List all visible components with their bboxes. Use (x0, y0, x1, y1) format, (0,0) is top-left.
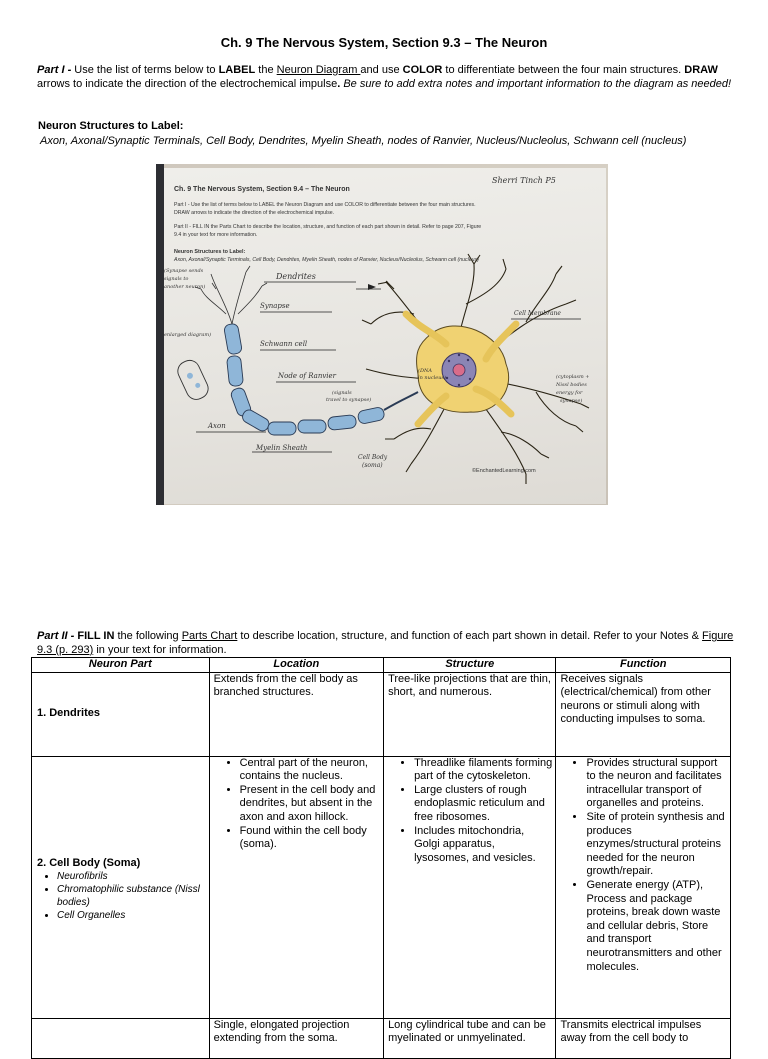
list-item: • Provides structural support to the neuron and facilitates intracellular transport of organelles and proteins. (586, 757, 727, 811)
photo-label-node: Node of Ranvier (278, 372, 337, 380)
location-cell[interactable]: Single, elongated projection extending from the soma. (209, 1018, 383, 1058)
table-row (32, 1018, 731, 1058)
header-function: Function (556, 658, 731, 673)
photo-note: (DNA (418, 368, 432, 374)
structures-list: Axon, Axonal/Synaptic Terminals, Cell Body, Dendrites, Myelin Sheath, nodes of Ranvier, Nucleus/Nucleolus, Schwann cell (nucleus) (40, 135, 687, 147)
photo-line: DRAW arrows to indicate the direction of the electrochemical impulse. (174, 210, 335, 216)
photo-note: another neuron) (164, 284, 206, 290)
photo-label-dendrites: Dendrites (276, 272, 316, 281)
part-name (32, 1018, 210, 1058)
photo-credit: ©EnchantedLearning.com (472, 468, 536, 474)
sub-list (37, 870, 206, 922)
parts-chart-link: Parts Chart (181, 630, 238, 642)
part2-text: the following (114, 630, 182, 642)
page-title: Ch. 9 The Nervous System, Section 9.3 – The Neuron (220, 35, 548, 50)
part2-text: to describe location, structure, and function of each part shown in detail. Refer to your Notes & (237, 630, 703, 642)
photo-line: 9.4 in your text for more information. (174, 232, 258, 238)
list-item: • Includes mitochondria, Golgi apparatus, lysosomes, and vesicles. (414, 825, 552, 866)
photo-line: Part I - Use the list of terms below to LABEL the Neuron Diagram and use COLOR to differentiate between the four main structures. (174, 202, 476, 208)
list-item: • Chromatophilic substance (Nissl bodies) (57, 883, 206, 909)
photo-line: Axon, Axonal/Synaptic Terminals, Cell Body, Dendrites, Myelin Sheath, nodes of Ranvier, Nucleus/Nucleolus, Schwann cell (nucleus) (174, 257, 479, 263)
function-cell[interactable]: Transmits electrical impulses away from the cell body to (556, 1018, 731, 1058)
structure-cell[interactable]: Long cylindrical tube and can be myelinated or unmyelinated. (384, 1018, 556, 1058)
photo-label-synapse: Synapse (260, 302, 290, 310)
photo-label-soma: (soma) (362, 462, 383, 469)
nucleolus-shape (453, 364, 465, 376)
part1-text: Use the list of terms below to (71, 64, 219, 76)
structure-cell[interactable]: Tree-like projections that are thin, short, and numerous. (384, 672, 556, 756)
list-item: • Generate energy (ATP), Process and package proteins, break down waste and cellular debris, Store and transport neurotransmitters and other molecules. (586, 879, 727, 974)
axon-terminals (195, 266, 267, 324)
part1-text: arrows to indicate the direction of the electrochemical impulse (37, 77, 338, 90)
photo-note: (Synapse sends (164, 268, 204, 274)
list-item: • Large clusters of rough endoplasmic reticulum and free ribosomes. (414, 784, 552, 825)
part1-label: Part I - (37, 64, 72, 76)
list-item: • Central part of the neuron, contains the nucleus. (240, 757, 380, 784)
header-location: Location (209, 658, 383, 673)
part2-label: Part II - (37, 630, 75, 642)
parts-chart-table (31, 657, 731, 1059)
part2-instructions (37, 630, 737, 657)
list-item: • Site of protein synthesis and produces enzymes/structural proteins needed for the neuron growth/repair. (586, 811, 727, 879)
list-item: • Cell Organelles (57, 909, 206, 922)
function-cell[interactable]: Receives signals (electrical/chemical) from other neurons or stimuli along with conducting impulses to soma. (556, 672, 731, 756)
function-cell[interactable] (556, 756, 731, 1018)
photo-note: (signals (332, 390, 352, 396)
photo-line: Part II - FILL IN the Parts Chart to describe the location, structure, and function of each part shown in detail. Refer to page 207, Figure (174, 224, 482, 230)
list-item: • Neurofibrils (57, 870, 206, 883)
bullet-list (388, 757, 552, 866)
photo-note: energy for (556, 390, 583, 396)
header-neuron-part: Neuron Part (32, 658, 210, 673)
color-word: COLOR (402, 64, 443, 76)
photo-note: (enlarged diagram) (162, 332, 212, 338)
part1-text: and use (360, 64, 403, 76)
label-word: LABEL (218, 64, 256, 76)
structure-cell[interactable] (384, 756, 556, 1018)
photo-label-schwann: Schwann cell (260, 340, 308, 348)
part1-text: . (337, 77, 344, 90)
list-item: • Found within the cell body (soma). (240, 825, 380, 852)
photo-note: signals to (164, 276, 189, 282)
part1-note: Be sure to add extra notes and important information to the diagram as needed! (343, 77, 732, 90)
list-item: • Threadlike filaments forming part of the cytoskeleton. (414, 757, 552, 784)
part1-text: to differentiate between the four main structures. (442, 64, 685, 76)
part2-text: in your text for information. (93, 643, 227, 656)
part-name: 2. Cell Body (Soma) (37, 856, 141, 869)
photo-note: (cytoplasm + (556, 374, 590, 380)
photo-label-myelin: Myelin Sheath (256, 444, 308, 452)
photo-note: synapse) (560, 398, 583, 404)
header-structure: Structure (384, 658, 556, 673)
worksheet-photo (156, 164, 608, 505)
part1-instructions (37, 64, 737, 91)
neuron-diagram-link: Neuron Diagram (276, 64, 361, 76)
photo-label-cell-membrane: Cell Membrane (514, 310, 561, 317)
table-row (32, 756, 731, 1018)
list-item: • Present in the cell body and dendrites, but absent in the axon and axon hillock. (240, 784, 380, 825)
structures-heading: Neuron Structures to Label: (38, 120, 184, 132)
enlarged-synapse (175, 357, 212, 403)
photo-line: Neuron Structures to Label: (174, 249, 246, 255)
draw-word: DRAW (684, 64, 718, 76)
photo-student-name: Sherri Tinch P5 (492, 176, 556, 185)
figure-link: Figure 9.3 (p. 293) (37, 630, 734, 656)
part1-text: the (255, 64, 277, 76)
table-header-row (32, 658, 731, 673)
fill-in-word: FILL IN (74, 630, 115, 642)
part-name-cell (32, 756, 210, 1018)
location-cell[interactable]: Extends from the cell body as branched structures. (209, 672, 383, 756)
bullet-list (214, 757, 380, 852)
table-row (32, 672, 731, 756)
photo-label-cell-body: Cell Body (358, 454, 388, 461)
part-name: 1. Dendrites (32, 672, 210, 756)
photo-label-axon: Axon (208, 422, 226, 430)
photo-note: in nucleus) (418, 375, 446, 381)
photo-title: Ch. 9 The Nervous System, Section 9.4 – The Neuron (174, 186, 350, 193)
location-cell[interactable] (209, 756, 383, 1018)
photo-note: Nissl bodies (556, 382, 587, 388)
photo-note: travel to synapse) (326, 397, 372, 403)
bullet-list (560, 757, 727, 975)
axon-hillock (384, 392, 418, 410)
